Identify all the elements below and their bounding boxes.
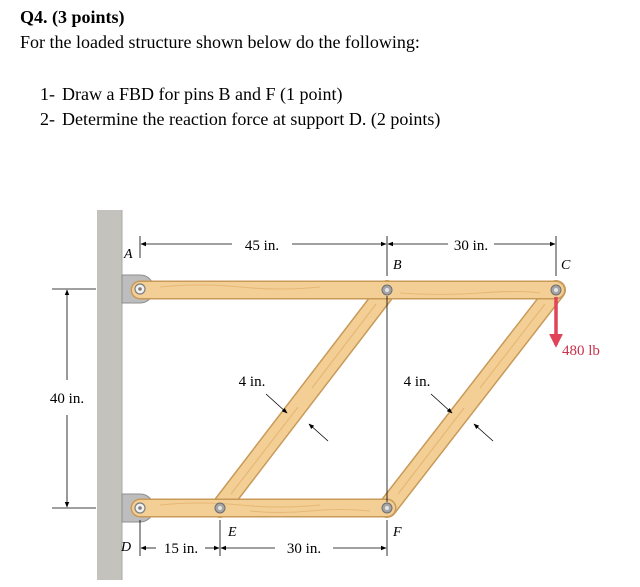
label-d: D [121,540,132,555]
pin-b [382,285,392,295]
task-1-text: Draw a FBD for pins B and F (1 point) [62,84,343,104]
task-2-number: 2- [40,109,55,129]
dim-ab-label: 45 in. [244,238,280,254]
member-fc-width-label: 4 in. [403,374,431,390]
label-f: F [393,525,402,540]
dim-de-label: 15 in. [163,541,199,557]
pin-d [135,503,145,513]
question-title: Q4. (3 points) [20,7,125,27]
dim-bc-label: 30 in. [453,238,489,254]
task-2-text: Determine the reaction force at support D. (2 points) [62,109,441,129]
question-intro: For the loaded structure shown below do the following: [20,32,420,52]
label-a: A [124,247,133,262]
member-be-width-arrow-out [309,424,328,441]
pin-c [551,285,561,295]
pin-e [215,503,225,513]
member-fc-width-arrow-in [431,394,452,413]
label-c: C [561,258,571,273]
member-be-width-label: 4 in. [238,374,266,390]
dim-ef-label: 30 in. [286,541,322,557]
load-label: 480 lb [562,343,600,359]
pin-a [135,284,145,294]
label-b: B [393,258,402,273]
support-wall [97,210,122,580]
member-be-width-arrow-in [266,394,287,413]
member-fc-width-arrow-out [474,424,493,441]
dim-height-label: 40 in. [49,391,85,407]
task-1-number: 1- [40,84,55,104]
pin-f [382,503,392,513]
label-e: E [228,525,237,540]
